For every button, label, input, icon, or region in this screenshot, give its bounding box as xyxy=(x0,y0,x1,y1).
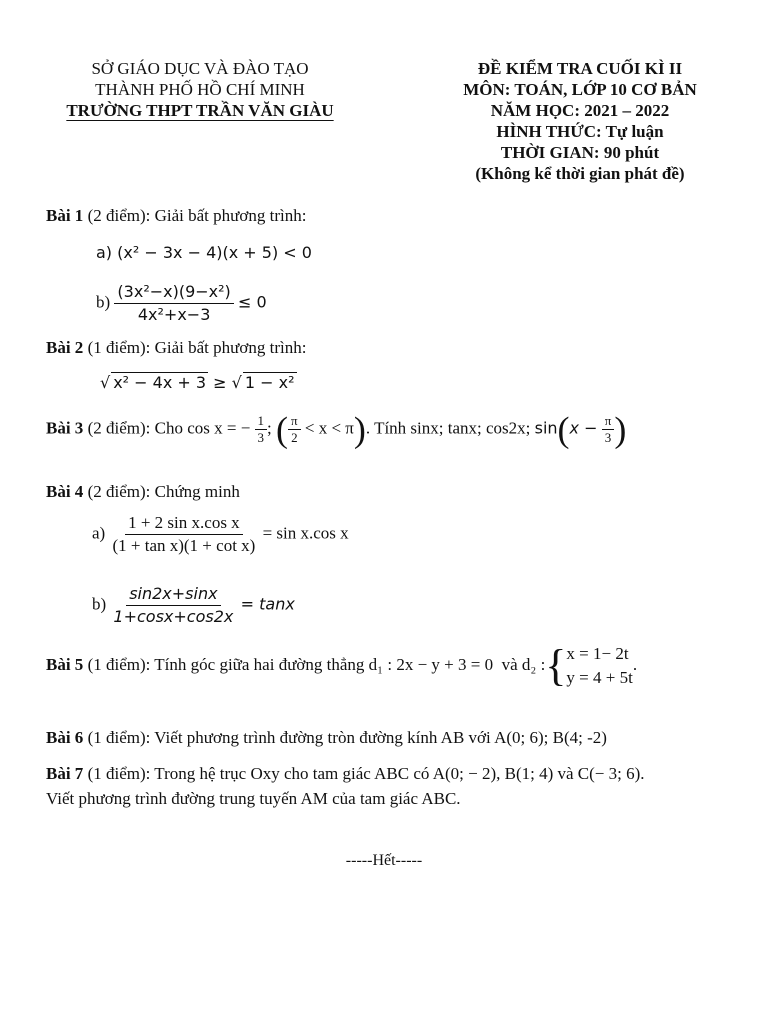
exam-time: THỜI GIAN: 90 phút xyxy=(500,143,660,162)
problem-5: Bài 5 (1 điểm): Tính góc giữa hai đường thẳng d₁ : 2x − y + 3 = 0 và d₂ :{ x = 1− 2t y = 4 + 5t . xyxy=(46,641,638,690)
parametric-system: x = 1− 2t y = 4 + 5t xyxy=(566,644,633,687)
problem-7: Bài 7 (1 điểm): Trong hệ trục Oxy cho tam giác ABC có A(0; − 2), B(1; 4) và C(− 3; 6). xyxy=(46,764,645,783)
exam-form: HÌNH THỨC: Tự luận xyxy=(496,122,664,141)
city: THÀNH PHỐ HỒ CHÍ MINH xyxy=(95,80,305,99)
problem-2-title: Bài 2 (1 điểm): Giải bất phương trình: xyxy=(46,338,307,357)
problem-1-title: Bài 1 (2 điểm): Giải bất phương trình: xyxy=(46,206,307,225)
problem-7-line2: Viết phương trình đường trung tuyến AM của tam giác ABC. xyxy=(46,789,461,808)
exam-note: (Không kể thời gian phát đề) xyxy=(475,164,685,183)
problem-2-inequality: √ x² − 4x + 3 ≥ √ 1 − x² xyxy=(100,373,295,392)
problem-4a-fraction: $\frac{\text{1 + 2 sin x.cos x}}{\text{(1 + tan x)(1 + cot x)}}$ xyxy=(112,513,256,555)
end-marker: -----Hết----- xyxy=(345,852,423,869)
school-name: TRƯỜNG THPT TRẦN VĂN GIÀU xyxy=(66,101,334,120)
problem-4b: b) $\frac{\sin 2x+\sin x}{1+\cos x+\cos 2x}$ = tanx xyxy=(92,584,295,626)
problem-1a: a) (x² − 3x − 4)(x + 5) < 0 xyxy=(96,243,312,262)
problem-4-title: Bài 4 (2 điểm): Chứng minh xyxy=(46,482,240,501)
school-year: NĂM HỌC: 2021 – 2022 xyxy=(490,101,670,120)
exam-title: ĐỀ KIỂM TRA CUỐI KÌ II xyxy=(477,59,683,78)
problem-3: Bài 3 (2 điểm): Cho cos x = − $\frac{1}{3}$ ; ( $\frac{\pi}{2}$ < x < π). Tính sinx; tanx; cos2x; sin(x − $\frac{\pi}{3}$ ) xyxy=(46,409,627,450)
subject: MÔN: TOÁN, LỚP 10 CƠ BẢN xyxy=(463,80,697,99)
problem-6: Bài 6 (1 điểm): Viết phương trình đường tròn đường kính AB với A(0; 6); B(4; -2) xyxy=(46,728,607,747)
header-left xyxy=(30,58,370,121)
problem-1b: b) $\frac{\text{(3x²−x)(9−x²)}}{\text{4x²+x−3}}$ ≤ 0 xyxy=(96,282,267,324)
department: SỞ GIÁO DỤC VÀ ĐÀO TẠO xyxy=(91,59,309,78)
header-right xyxy=(420,58,740,184)
problem-1b-fraction: $\frac{\text{(3x²−x)(9−x²)}}{\text{4x²+x−3}}$ xyxy=(114,282,233,325)
problem-4b-fraction: $\frac{\sin 2x+\sin x}{1+\cos x+\cos 2x}$ xyxy=(113,584,234,626)
problem-4a: a) $\frac{\text{1 + 2 sin x.cos x}}{\text{(1 + tan x)(1 + cot x)}}$ = sin x.cos x xyxy=(92,513,349,555)
